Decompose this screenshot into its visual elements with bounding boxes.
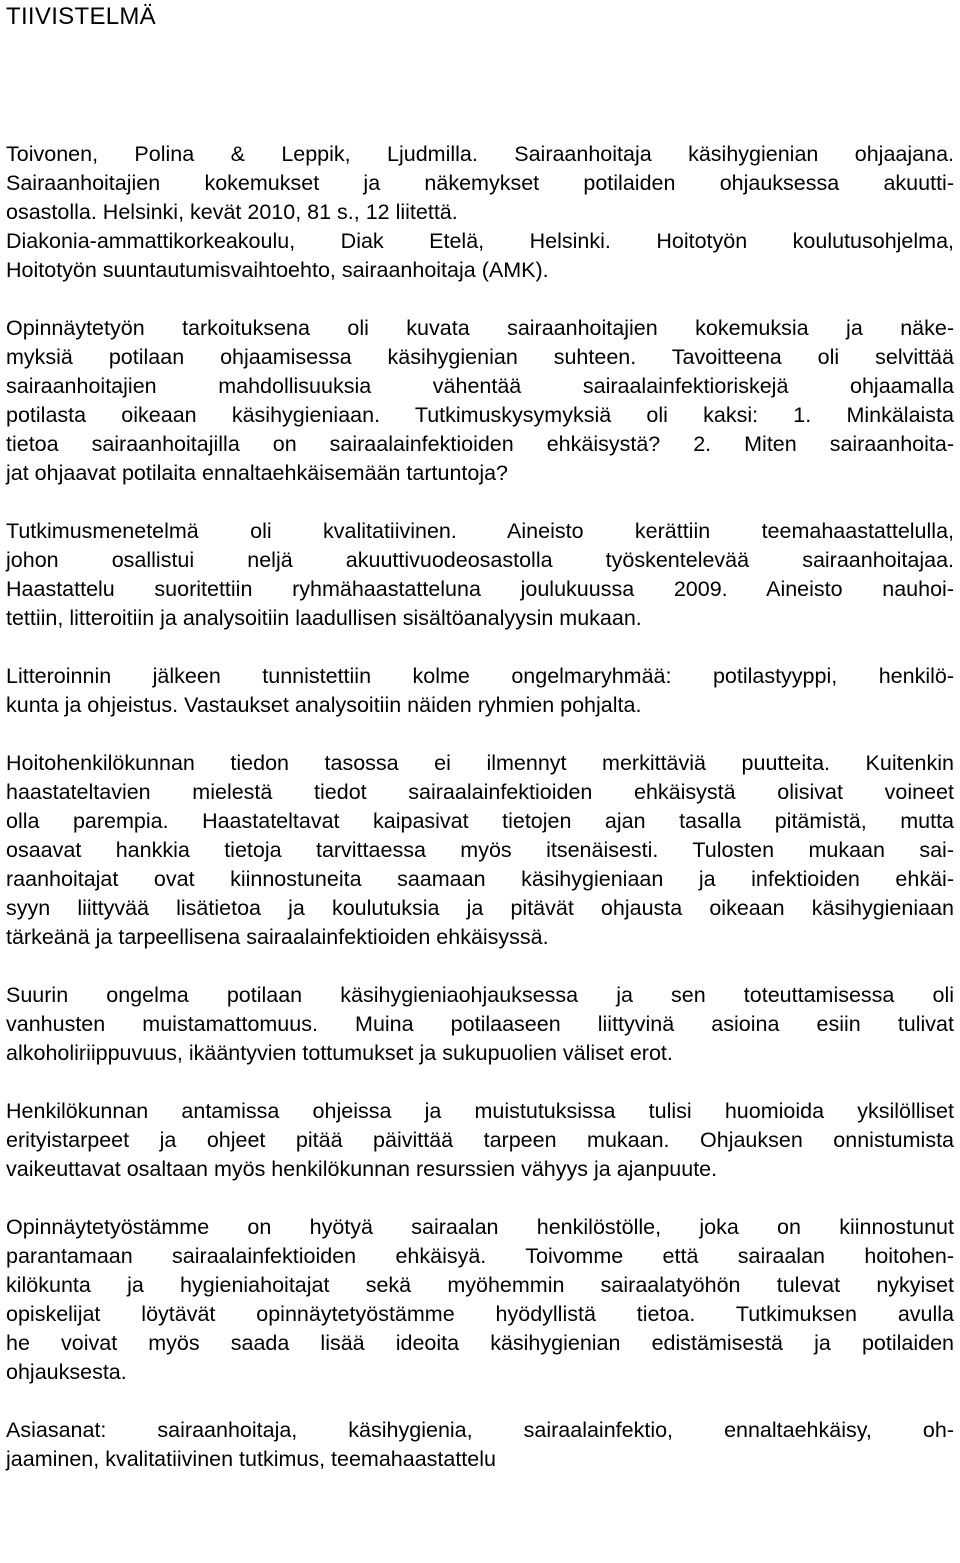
text-line: Asiasanat: sairaanhoitaja, käsihygienia, sairaalainfektio, ennaltaehkäisy, oh-	[6, 1418, 954, 1442]
text-line: Suurin ongelma potilaan käsihygieniaohjauksessa ja sen toteuttamisessa oli	[6, 983, 954, 1007]
paragraph-9	[6, 1416, 954, 1474]
text-line: Tutkimusmenetelmä oli kvalitatiivinen. Aineisto kerättiin teemahaastattelulla,	[6, 519, 954, 543]
text-line: jat ohjaavat potilaita ennaltaehkäisemään tartuntoja?	[6, 461, 509, 485]
paragraph-5	[6, 749, 954, 952]
paragraph-1	[6, 140, 954, 285]
text-line: potilasta oikeaan käsihygieniaan. Tutkimuskysymyksiä oli kaksi: 1. Minkälaista	[6, 403, 954, 427]
text-line: Diakonia-ammattikorkeakoulu, Diak Etelä, Helsinki. Hoitotyön koulutusohjelma,	[6, 229, 954, 253]
text-line: vaikeuttavat osaltaan myös henkilökunnan resurssien vähyys ja ajanpuute.	[6, 1157, 718, 1181]
text-line: haastateltavien mielestä tiedot sairaalainfektioiden ehkäisystä olisivat voineet	[6, 780, 954, 804]
text-line: vanhusten muistamattomuus. Muina potilaaseen liittyvinä asioina esiin tulivat	[6, 1012, 954, 1036]
text-line: johon osallistui neljä akuuttivuodeosastolla työskentelevää sairaanhoitajaa.	[6, 548, 954, 572]
text-line: Opinnäytetyön tarkoituksena oli kuvata sairaanhoitajien kokemuksia ja näke-	[6, 316, 954, 340]
text-line: kilökunta ja hygieniahoitajat sekä myöhemmin sairaalatyöhön tulevat nykyiset	[6, 1273, 954, 1297]
text-line: ohjauksesta.	[6, 1360, 127, 1384]
text-line: erityistarpeet ja ohjeet pitää päivittää tarpeen mukaan. Ohjauksen onnistumista	[6, 1128, 954, 1152]
text-line: parantamaan sairaalainfektioiden ehkäisyä. Toivomme että sairaalan hoitohen-	[6, 1244, 954, 1268]
text-line: he voivat myös saada lisää ideoita käsihygienian edistämisestä ja potilaiden	[6, 1331, 954, 1355]
text-line: raanhoitajat ovat kiinnostuneita saamaan käsihygieniaan ja infektioiden ehkäi-	[6, 867, 954, 891]
paragraph-8	[6, 1213, 954, 1387]
text-line: Hoitohenkilökunnan tiedon tasossa ei ilmennyt merkittäviä puutteita. Kuitenkin	[6, 751, 954, 775]
paragraph-3	[6, 517, 954, 633]
text-line: Sairaanhoitajien kokemukset ja näkemykset potilaiden ohjauksessa akuutti-	[6, 171, 954, 195]
text-line: Litteroinnin jälkeen tunnistettiin kolme ongelmaryhmää: potilastyyppi, henkilö-	[6, 664, 954, 688]
text-line: alkoholiriippuvuus, ikääntyvien tottumukset ja sukupuolien väliset erot.	[6, 1041, 673, 1065]
paragraph-2	[6, 314, 954, 488]
text-line: Haastattelu suoritettiin ryhmähaastatteluna joulukuussa 2009. Aineisto nauhoi-	[6, 577, 954, 601]
text-line: Opinnäytetyöstämme on hyötyä sairaalan henkilöstölle, joka on kiinnostunut	[6, 1215, 954, 1239]
text-line: tietoa sairaanhoitajilla on sairaalainfektioiden ehkäisystä? 2. Miten sairaanhoita-	[6, 432, 954, 456]
text-line: jaaminen, kvalitatiivinen tutkimus, teemahaastattelu	[6, 1447, 496, 1471]
text-line: osaavat hankkia tietoja tarvittaessa myös itsenäisesti. Tulosten mukaan sai-	[6, 838, 954, 862]
text-line: tettiin, litteroitiin ja analysoitiin laadullisen sisältöanalyysin mukaan.	[6, 606, 642, 630]
text-line: osastolla. Helsinki, kevät 2010, 81 s., 12 liitettä.	[6, 200, 458, 224]
text-line: syyn liittyvää lisätietoa ja koulutuksia ja pitävät ohjausta oikeaan käsihygieniaan	[6, 896, 954, 920]
text-line: kunta ja ohjeistus. Vastaukset analysoitiin näiden ryhmien pohjalta.	[6, 693, 642, 717]
text-line: Hoitotyön suuntautumisvaihtoehto, sairaanhoitaja (AMK).	[6, 258, 549, 282]
paragraph-6	[6, 981, 954, 1068]
paragraph-4	[6, 662, 954, 720]
paragraph-7	[6, 1097, 954, 1184]
page-title: TIIVISTELMÄ	[6, 3, 156, 30]
abstract-body	[6, 140, 954, 1503]
text-line: Henkilökunnan antamissa ohjeissa ja muistutuksissa tulisi huomioida yksilölliset	[6, 1099, 954, 1123]
text-line: myksiä potilaan ohjaamisessa käsihygienian suhteen. Tavoitteena oli selvittää	[6, 345, 954, 369]
text-line: olla parempia. Haastateltavat kaipasivat tietojen ajan tasalla pitämistä, mutta	[6, 809, 954, 833]
text-line: tärkeänä ja tarpeellisena sairaalainfektioiden ehkäisyssä.	[6, 925, 549, 949]
text-line: opiskelijat löytävät opinnäytetyöstämme hyödyllistä tietoa. Tutkimuksen avulla	[6, 1302, 954, 1326]
text-line: sairaanhoitajien mahdollisuuksia vähentää sairaalainfektioriskejä ohjaamalla	[6, 374, 954, 398]
text-line: Toivonen, Polina & Leppik, Ljudmilla. Sairaanhoitaja käsihygienian ohjaajana.	[6, 142, 954, 166]
